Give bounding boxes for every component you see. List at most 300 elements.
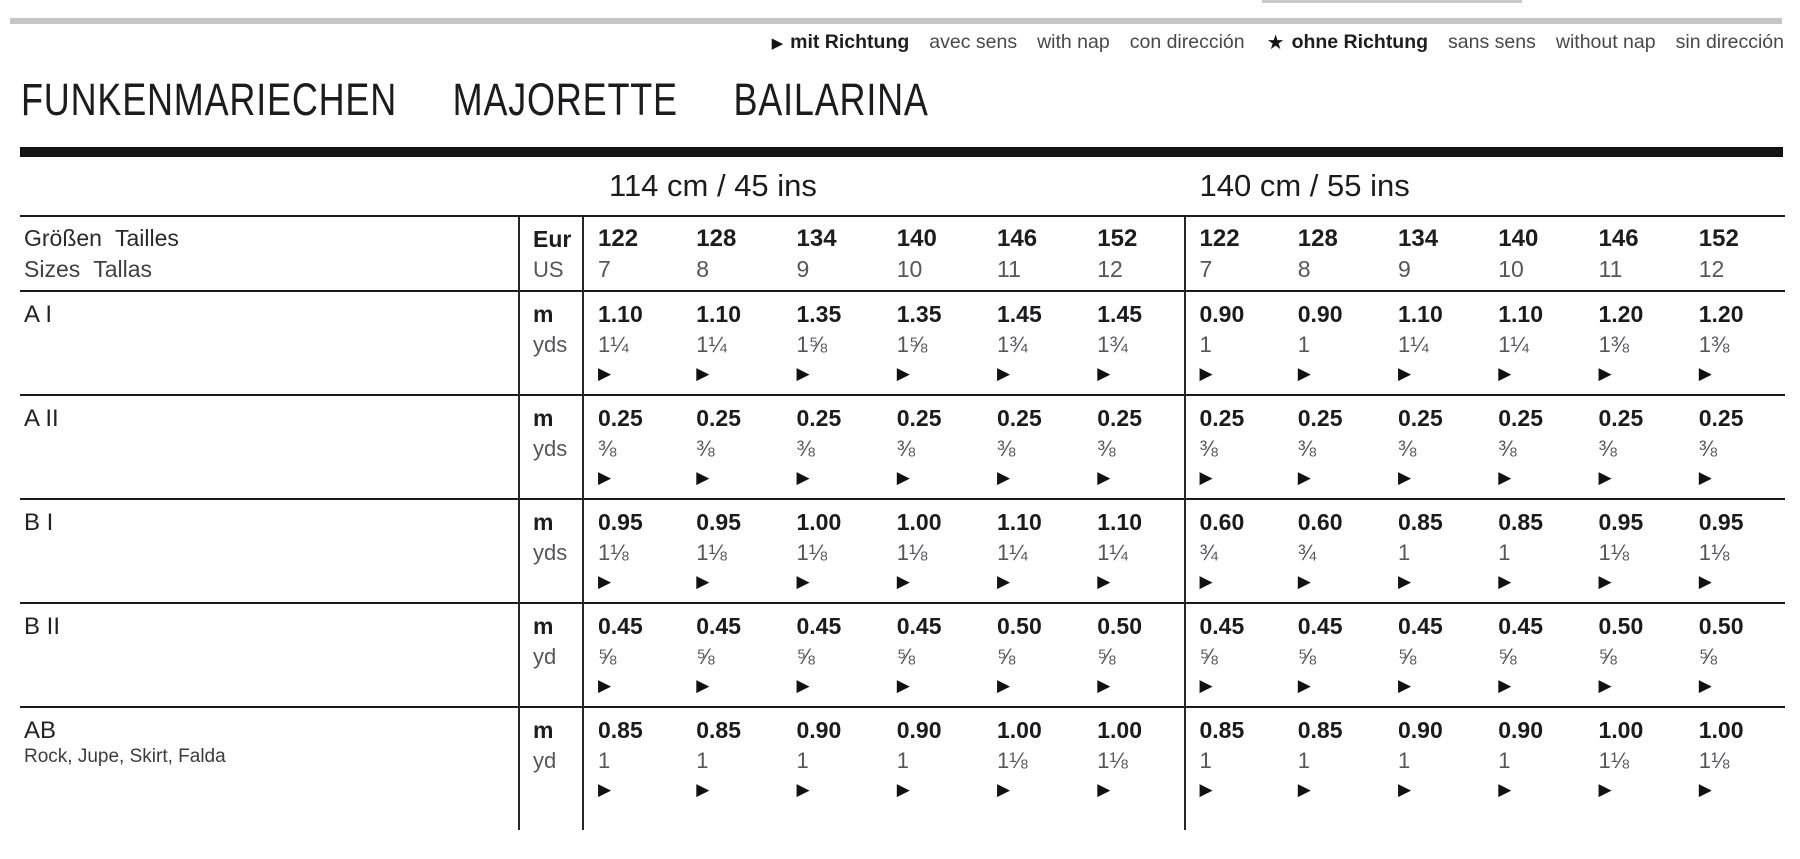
with-nap-icon: ▶ — [997, 364, 1011, 383]
meters-value: 1.00 — [896, 509, 942, 535]
yards-value: ⅜ — [1698, 436, 1718, 461]
with-nap-icon: ▶ — [1698, 468, 1712, 487]
unit-cell — [518, 500, 582, 602]
with-nap-icon: ▶ — [1297, 572, 1311, 591]
meters-value: 0.25 — [997, 405, 1042, 431]
eur-size: 122 — [598, 225, 639, 252]
fabric-amount-cell — [983, 500, 1083, 602]
size-col-header — [1083, 217, 1183, 290]
fabric-amount-cell — [582, 292, 682, 394]
yards-value: 1¼ — [696, 332, 727, 357]
meters-value: 0.25 — [1498, 405, 1544, 431]
yards-value: 1⅛ — [1598, 540, 1630, 565]
table-row-AI — [20, 292, 1785, 396]
legend-label-de-nap: mit Richtung — [790, 31, 910, 53]
with-nap-icon: ▶ — [1498, 572, 1512, 591]
meters-value: 1.00 — [997, 717, 1042, 743]
yards-value: 1 — [696, 748, 709, 773]
with-nap-icon: ▶ — [796, 468, 810, 487]
fabric-amount-cell — [883, 708, 983, 830]
fabric-width-140: 140 cm / 55 ins — [1199, 168, 1410, 203]
fabric-amount-cell — [682, 292, 782, 394]
meters-value: 1.00 — [1598, 717, 1644, 743]
fabric-amount-cell — [1685, 500, 1785, 602]
fabric-amount-cell — [1284, 708, 1384, 830]
with-nap-icon: ▶ — [1097, 780, 1111, 799]
fabric-amount-cell — [1083, 396, 1183, 498]
with-nap-icon: ▶ — [1698, 364, 1712, 383]
with-nap-icon: ▶ — [1297, 676, 1311, 695]
meters-value: 0.85 — [1297, 717, 1343, 743]
fabric-amount-cell — [1585, 396, 1685, 498]
meters-value: 0.90 — [1498, 717, 1544, 743]
yards-value: 1⅛ — [1698, 748, 1730, 773]
fabric-amount-cell — [1083, 292, 1183, 394]
meters-value: 0.25 — [1698, 405, 1744, 431]
yards-value: ⅜ — [598, 436, 617, 461]
with-nap-icon: ▶ — [796, 572, 810, 591]
yards-value: 1 — [1297, 748, 1310, 773]
size-system-cell — [518, 217, 582, 290]
unit-cell — [518, 708, 582, 830]
with-nap-icon: ▶ — [1698, 780, 1712, 799]
yards-value: 1 — [598, 748, 611, 773]
page-title — [21, 74, 974, 126]
meters-value: 1.10 — [696, 301, 742, 327]
title-word-de: FUNKENMARIECHEN — [21, 74, 398, 125]
size-system-eur: Eur — [533, 226, 572, 252]
fabric-amount-cell — [1184, 604, 1284, 706]
sizes-header-label — [20, 217, 518, 290]
view-label: AB — [24, 717, 57, 744]
fabric-amount-cell — [783, 500, 883, 602]
meters-value: 0.90 — [1297, 301, 1343, 327]
yards-value: 1⅛ — [796, 540, 828, 565]
size-col-header — [582, 217, 682, 290]
with-nap-icon: ▶ — [1097, 572, 1111, 591]
fabric-amount-cell — [1484, 500, 1584, 602]
unit-yd: yds — [533, 540, 568, 565]
fabric-amount-cell — [582, 604, 682, 706]
size-col-header — [783, 217, 883, 290]
fabric-amount-cell — [1184, 708, 1284, 830]
with-nap-icon: ▶ — [1698, 676, 1712, 695]
top-divider-bar — [10, 18, 1782, 24]
us-size: 8 — [696, 256, 710, 282]
meters-value: 0.90 — [1199, 301, 1245, 327]
with-nap-icon: ▶ — [896, 676, 910, 695]
with-nap-icon: ▶ — [896, 780, 910, 799]
size-col-header — [1284, 217, 1384, 290]
yards-value: 1 — [1398, 540, 1411, 565]
meters-value: 0.85 — [598, 717, 643, 743]
eur-size: 122 — [1199, 225, 1240, 252]
meters-value: 0.90 — [1398, 717, 1443, 743]
with-nap-icon: ▶ — [896, 572, 910, 591]
us-size: 12 — [1097, 256, 1123, 282]
fabric-amount-cell — [582, 500, 682, 602]
us-size: 12 — [1698, 256, 1725, 282]
meters-value: 0.45 — [598, 613, 643, 639]
meters-value: 1.45 — [1097, 301, 1143, 327]
yards-value: 1⅜ — [1598, 332, 1630, 357]
yards-value: 1 — [1199, 332, 1212, 357]
yards-value: 1 — [896, 748, 909, 773]
meters-value: 0.45 — [796, 613, 842, 639]
with-nap-icon: ▶ — [1498, 364, 1512, 383]
size-col-header — [682, 217, 782, 290]
view-label-cell — [20, 708, 518, 830]
with-nap-icon: ▶ — [1199, 468, 1213, 487]
meters-value: 0.25 — [1598, 405, 1644, 431]
fabric-amount-cell — [883, 396, 983, 498]
with-nap-icon: ▶ — [1297, 780, 1311, 799]
meters-value: 0.85 — [1199, 717, 1245, 743]
with-nap-icon: ▶ — [796, 780, 810, 799]
view-label-cell — [20, 604, 518, 706]
title-word-fr: MAJORETTE — [452, 74, 678, 125]
meters-value: 0.45 — [1398, 613, 1443, 639]
meters-value: 0.25 — [696, 405, 742, 431]
unit-cell — [518, 604, 582, 706]
with-nap-icon: ▶ — [1398, 364, 1412, 383]
us-size: 7 — [1199, 256, 1213, 282]
eur-size: 128 — [1297, 225, 1338, 252]
size-col-header — [1484, 217, 1584, 290]
yards-value: ⅜ — [1297, 436, 1317, 461]
fabric-amount-cell — [1384, 292, 1484, 394]
with-nap-icon: ▶ — [1199, 780, 1213, 799]
meters-value: 0.25 — [1297, 405, 1343, 431]
meters-value: 0.85 — [696, 717, 742, 743]
yards-value: 1 — [1498, 748, 1511, 773]
fabric-amount-cell — [1585, 708, 1685, 830]
fabric-amount-cell — [1685, 292, 1785, 394]
unit-yd: yd — [533, 644, 557, 669]
fabric-amount-cell — [1284, 396, 1384, 498]
fabric-amount-cell — [1083, 708, 1183, 830]
yards-value: ⅝ — [1199, 644, 1218, 669]
with-nap-icon: ▶ — [1297, 364, 1311, 383]
meters-value: 0.85 — [1398, 509, 1443, 535]
with-nap-icon: ▶ — [1398, 572, 1412, 591]
view-label: A I — [24, 301, 53, 328]
title-word-es: BAILARINA — [733, 74, 929, 125]
fabric-amount-cell — [1083, 604, 1183, 706]
yards-value: 1⅜ — [1698, 332, 1730, 357]
fabric-amount-cell — [783, 396, 883, 498]
yards-value: 1¼ — [598, 332, 629, 357]
yards-value: 1¼ — [1398, 332, 1429, 357]
unit-yd: yds — [533, 436, 568, 461]
with-nap-icon: ▶ — [1199, 364, 1213, 383]
yards-value: 1¼ — [997, 540, 1028, 565]
meters-value: 1.45 — [997, 301, 1042, 327]
fabric-amount-cell — [983, 396, 1083, 498]
with-nap-icon: ▶ — [696, 468, 710, 487]
fabric-amount-cell — [1184, 500, 1284, 602]
unit-m: m — [533, 509, 554, 535]
fabric-amount-cell — [682, 708, 782, 830]
size-col-header — [1585, 217, 1685, 290]
fabric-amount-cell — [1484, 396, 1584, 498]
meters-value: 0.45 — [1498, 613, 1544, 639]
fabric-amount-cell — [582, 708, 682, 830]
meters-value: 1.35 — [796, 301, 842, 327]
us-size: 7 — [598, 256, 611, 282]
us-size: 11 — [1598, 256, 1623, 282]
with-nap-icon: ▶ — [1097, 676, 1111, 695]
with-nap-icon: ▶ — [1598, 572, 1612, 591]
fabric-amount-cell — [883, 292, 983, 394]
fabric-amount-cell — [983, 292, 1083, 394]
with-nap-icon: ▶ — [598, 364, 612, 383]
with-nap-icon: ▶ — [796, 676, 810, 695]
with-nap-icon: ▶ — [997, 780, 1011, 799]
view-label-cell — [20, 500, 518, 602]
with-nap-icon: ▶ — [598, 572, 612, 591]
fabric-amount-cell — [1284, 604, 1384, 706]
fabric-amount-cell — [582, 396, 682, 498]
yards-value: 1⅛ — [997, 748, 1028, 773]
fabric-amount-cell — [1284, 500, 1384, 602]
with-nap-icon: ▶ — [1598, 364, 1612, 383]
yards-value: 1 — [1199, 748, 1212, 773]
view-label-cell — [20, 396, 518, 498]
yards-value: 1⅝ — [796, 332, 828, 357]
yards-value: 1⅛ — [598, 540, 629, 565]
yards-value: 1¾ — [997, 332, 1028, 357]
yards-value: ⅝ — [997, 644, 1016, 669]
with-nap-icon: ▶ — [771, 34, 784, 52]
fabric-width-header-row — [20, 157, 1785, 217]
with-nap-icon: ▶ — [896, 468, 910, 487]
with-nap-icon: ▶ — [696, 780, 710, 799]
meters-value: 0.45 — [696, 613, 742, 639]
fabric-amount-cell — [1585, 604, 1685, 706]
with-nap-icon: ▶ — [1698, 572, 1712, 591]
meters-value: 0.90 — [896, 717, 942, 743]
yards-value: ⅜ — [796, 436, 815, 461]
yards-value: ⅝ — [796, 644, 815, 669]
yards-value: 1⅛ — [1598, 748, 1630, 773]
size-col-header — [1184, 217, 1284, 290]
eur-size: 152 — [1698, 225, 1739, 252]
fabric-amount-cell — [1685, 604, 1785, 706]
meters-value: 0.45 — [896, 613, 942, 639]
fabric-amount-cell — [682, 604, 782, 706]
yards-value: ¾ — [1297, 540, 1317, 565]
eur-size: 140 — [1498, 225, 1539, 252]
yards-value: ⅜ — [696, 436, 715, 461]
meters-value: 0.50 — [1097, 613, 1143, 639]
meters-value: 1.00 — [1698, 717, 1744, 743]
with-nap-icon: ▶ — [1097, 364, 1111, 383]
size-col-header — [983, 217, 1083, 290]
meters-value: 1.10 — [1398, 301, 1443, 327]
meters-value: 0.45 — [1297, 613, 1343, 639]
with-nap-icon: ▶ — [1199, 572, 1213, 591]
with-nap-icon: ▶ — [1498, 676, 1512, 695]
with-nap-icon: ▶ — [1598, 676, 1612, 695]
fabric-amount-cell — [983, 604, 1083, 706]
with-nap-icon: ▶ — [1097, 468, 1111, 487]
yards-value: ⅝ — [896, 644, 916, 669]
legend-label-es-nap: con dirección — [1129, 31, 1245, 53]
fabric-amount-cell — [1184, 396, 1284, 498]
yards-value: ⅜ — [896, 436, 916, 461]
yards-value: 1⅛ — [1698, 540, 1730, 565]
eur-size: 146 — [997, 225, 1038, 252]
us-size: 9 — [796, 256, 810, 282]
meters-value: 0.25 — [796, 405, 842, 431]
yards-value: ⅜ — [1398, 436, 1417, 461]
size-col-header — [1685, 217, 1785, 290]
legend-label-fr-nap: avec sens — [929, 31, 1018, 53]
yards-value: 1⅛ — [896, 540, 928, 565]
fabric-amount-cell — [883, 604, 983, 706]
eur-size: 152 — [1097, 225, 1138, 252]
with-nap-icon: ▶ — [1498, 468, 1512, 487]
fabric-amount-cell — [1284, 292, 1384, 394]
sizes-header-row — [20, 217, 1785, 292]
without-nap-icon: ★ — [1266, 32, 1285, 54]
unit-m: m — [533, 717, 554, 743]
yards-value: ⅜ — [1598, 436, 1617, 461]
with-nap-icon: ▶ — [1398, 468, 1412, 487]
with-nap-icon: ▶ — [598, 780, 612, 799]
meters-value: 0.25 — [1398, 405, 1443, 431]
yards-value: 1¼ — [1097, 540, 1128, 565]
fabric-amount-cell — [1384, 604, 1484, 706]
with-nap-icon: ▶ — [1498, 780, 1512, 799]
meters-value: 0.90 — [796, 717, 842, 743]
eur-size: 134 — [796, 225, 837, 252]
yards-value: ⅝ — [1297, 644, 1317, 669]
yards-value: 1⅛ — [1097, 748, 1128, 773]
yards-value: ⅜ — [1498, 436, 1517, 461]
meters-value: 1.20 — [1598, 301, 1644, 327]
yards-value: 1 — [1297, 332, 1310, 357]
fabric-amount-cell — [783, 604, 883, 706]
eur-size: 146 — [1598, 225, 1639, 252]
meters-value: 0.25 — [896, 405, 942, 431]
meters-value: 1.10 — [598, 301, 643, 327]
yards-value: ⅝ — [598, 644, 617, 669]
meters-value: 1.35 — [896, 301, 942, 327]
meters-value: 0.50 — [1698, 613, 1744, 639]
with-nap-icon: ▶ — [696, 572, 710, 591]
meters-value: 1.20 — [1698, 301, 1744, 327]
view-label: B II — [24, 613, 61, 640]
us-size: 8 — [1297, 256, 1311, 282]
fabric-amount-cell — [783, 292, 883, 394]
meters-value: 1.00 — [796, 509, 842, 535]
fabric-amount-cell — [1685, 396, 1785, 498]
with-nap-icon: ▶ — [696, 676, 710, 695]
legend-label-fr-nonap: sans sens — [1448, 31, 1536, 53]
sizes-label-line2: Sizes Tallas — [24, 256, 153, 282]
with-nap-icon: ▶ — [997, 676, 1011, 695]
us-size: 9 — [1398, 256, 1411, 282]
meters-value: 0.50 — [997, 613, 1042, 639]
us-size: 10 — [896, 256, 923, 282]
unit-yd: yd — [533, 748, 557, 773]
meters-value: 1.10 — [1498, 301, 1544, 327]
fabric-amount-cell — [1384, 396, 1484, 498]
meters-value: 0.95 — [1698, 509, 1744, 535]
fabric-amount-cell — [1184, 292, 1284, 394]
yards-value: ⅝ — [1398, 644, 1417, 669]
with-nap-icon: ▶ — [1398, 676, 1412, 695]
fabric-amount-cell — [883, 500, 983, 602]
fabric-amount-cell — [1384, 708, 1484, 830]
with-nap-icon: ▶ — [1199, 676, 1213, 695]
yards-value: ⅝ — [1498, 644, 1517, 669]
with-nap-icon: ▶ — [997, 468, 1011, 487]
meters-value: 1.10 — [997, 509, 1042, 535]
legend-label-es-nonap: sin dirección — [1675, 31, 1784, 53]
scan-artifact — [1262, 0, 1522, 3]
with-nap-icon: ▶ — [1398, 780, 1412, 799]
fabric-amount-cell — [983, 708, 1083, 830]
fabric-amount-cell — [682, 396, 782, 498]
unit-m: m — [533, 613, 554, 639]
eur-size: 128 — [696, 225, 737, 252]
meters-value: 0.95 — [1598, 509, 1644, 535]
meters-value: 0.95 — [598, 509, 643, 535]
meters-value: 0.25 — [1199, 405, 1245, 431]
eur-size: 134 — [1398, 225, 1439, 252]
yards-value: ⅝ — [1698, 644, 1718, 669]
fabric-amount-cell — [1585, 500, 1685, 602]
yards-value: 1 — [1398, 748, 1411, 773]
yards-value: 1 — [796, 748, 809, 773]
fabric-amount-cell — [1484, 604, 1584, 706]
eur-size: 140 — [896, 225, 937, 252]
legend-label-en-nonap: without nap — [1555, 31, 1656, 53]
view-label: B I — [24, 509, 54, 536]
fabric-amount-cell — [1484, 292, 1584, 394]
unit-m: m — [533, 405, 554, 431]
with-nap-icon: ▶ — [997, 572, 1011, 591]
view-label: A II — [24, 405, 59, 432]
meters-value: 0.25 — [598, 405, 643, 431]
yards-value: ⅜ — [997, 436, 1016, 461]
with-nap-icon: ▶ — [896, 364, 910, 383]
yards-value: ⅝ — [1097, 644, 1116, 669]
table-row-AB — [20, 708, 1785, 830]
meters-value: 0.95 — [696, 509, 742, 535]
table-row-AII — [20, 396, 1785, 500]
fabric-amount-cell — [1083, 500, 1183, 602]
with-nap-icon: ▶ — [696, 364, 710, 383]
view-sublabel: Rock, Jupe, Skirt, Falda — [24, 746, 226, 767]
unit-cell — [518, 292, 582, 394]
yards-value: ⅜ — [1097, 436, 1116, 461]
with-nap-icon: ▶ — [1598, 468, 1612, 487]
meters-value: 0.50 — [1598, 613, 1644, 639]
meters-value: 0.25 — [1097, 405, 1143, 431]
size-system-us: US — [533, 257, 564, 282]
meters-value: 1.10 — [1097, 509, 1143, 535]
with-nap-icon: ▶ — [1297, 468, 1311, 487]
with-nap-icon: ▶ — [598, 676, 612, 695]
unit-m: m — [533, 301, 554, 327]
fabric-width-114: 114 cm / 45 ins — [609, 168, 817, 203]
with-nap-icon: ▶ — [1598, 780, 1612, 799]
meters-value: 0.60 — [1199, 509, 1245, 535]
